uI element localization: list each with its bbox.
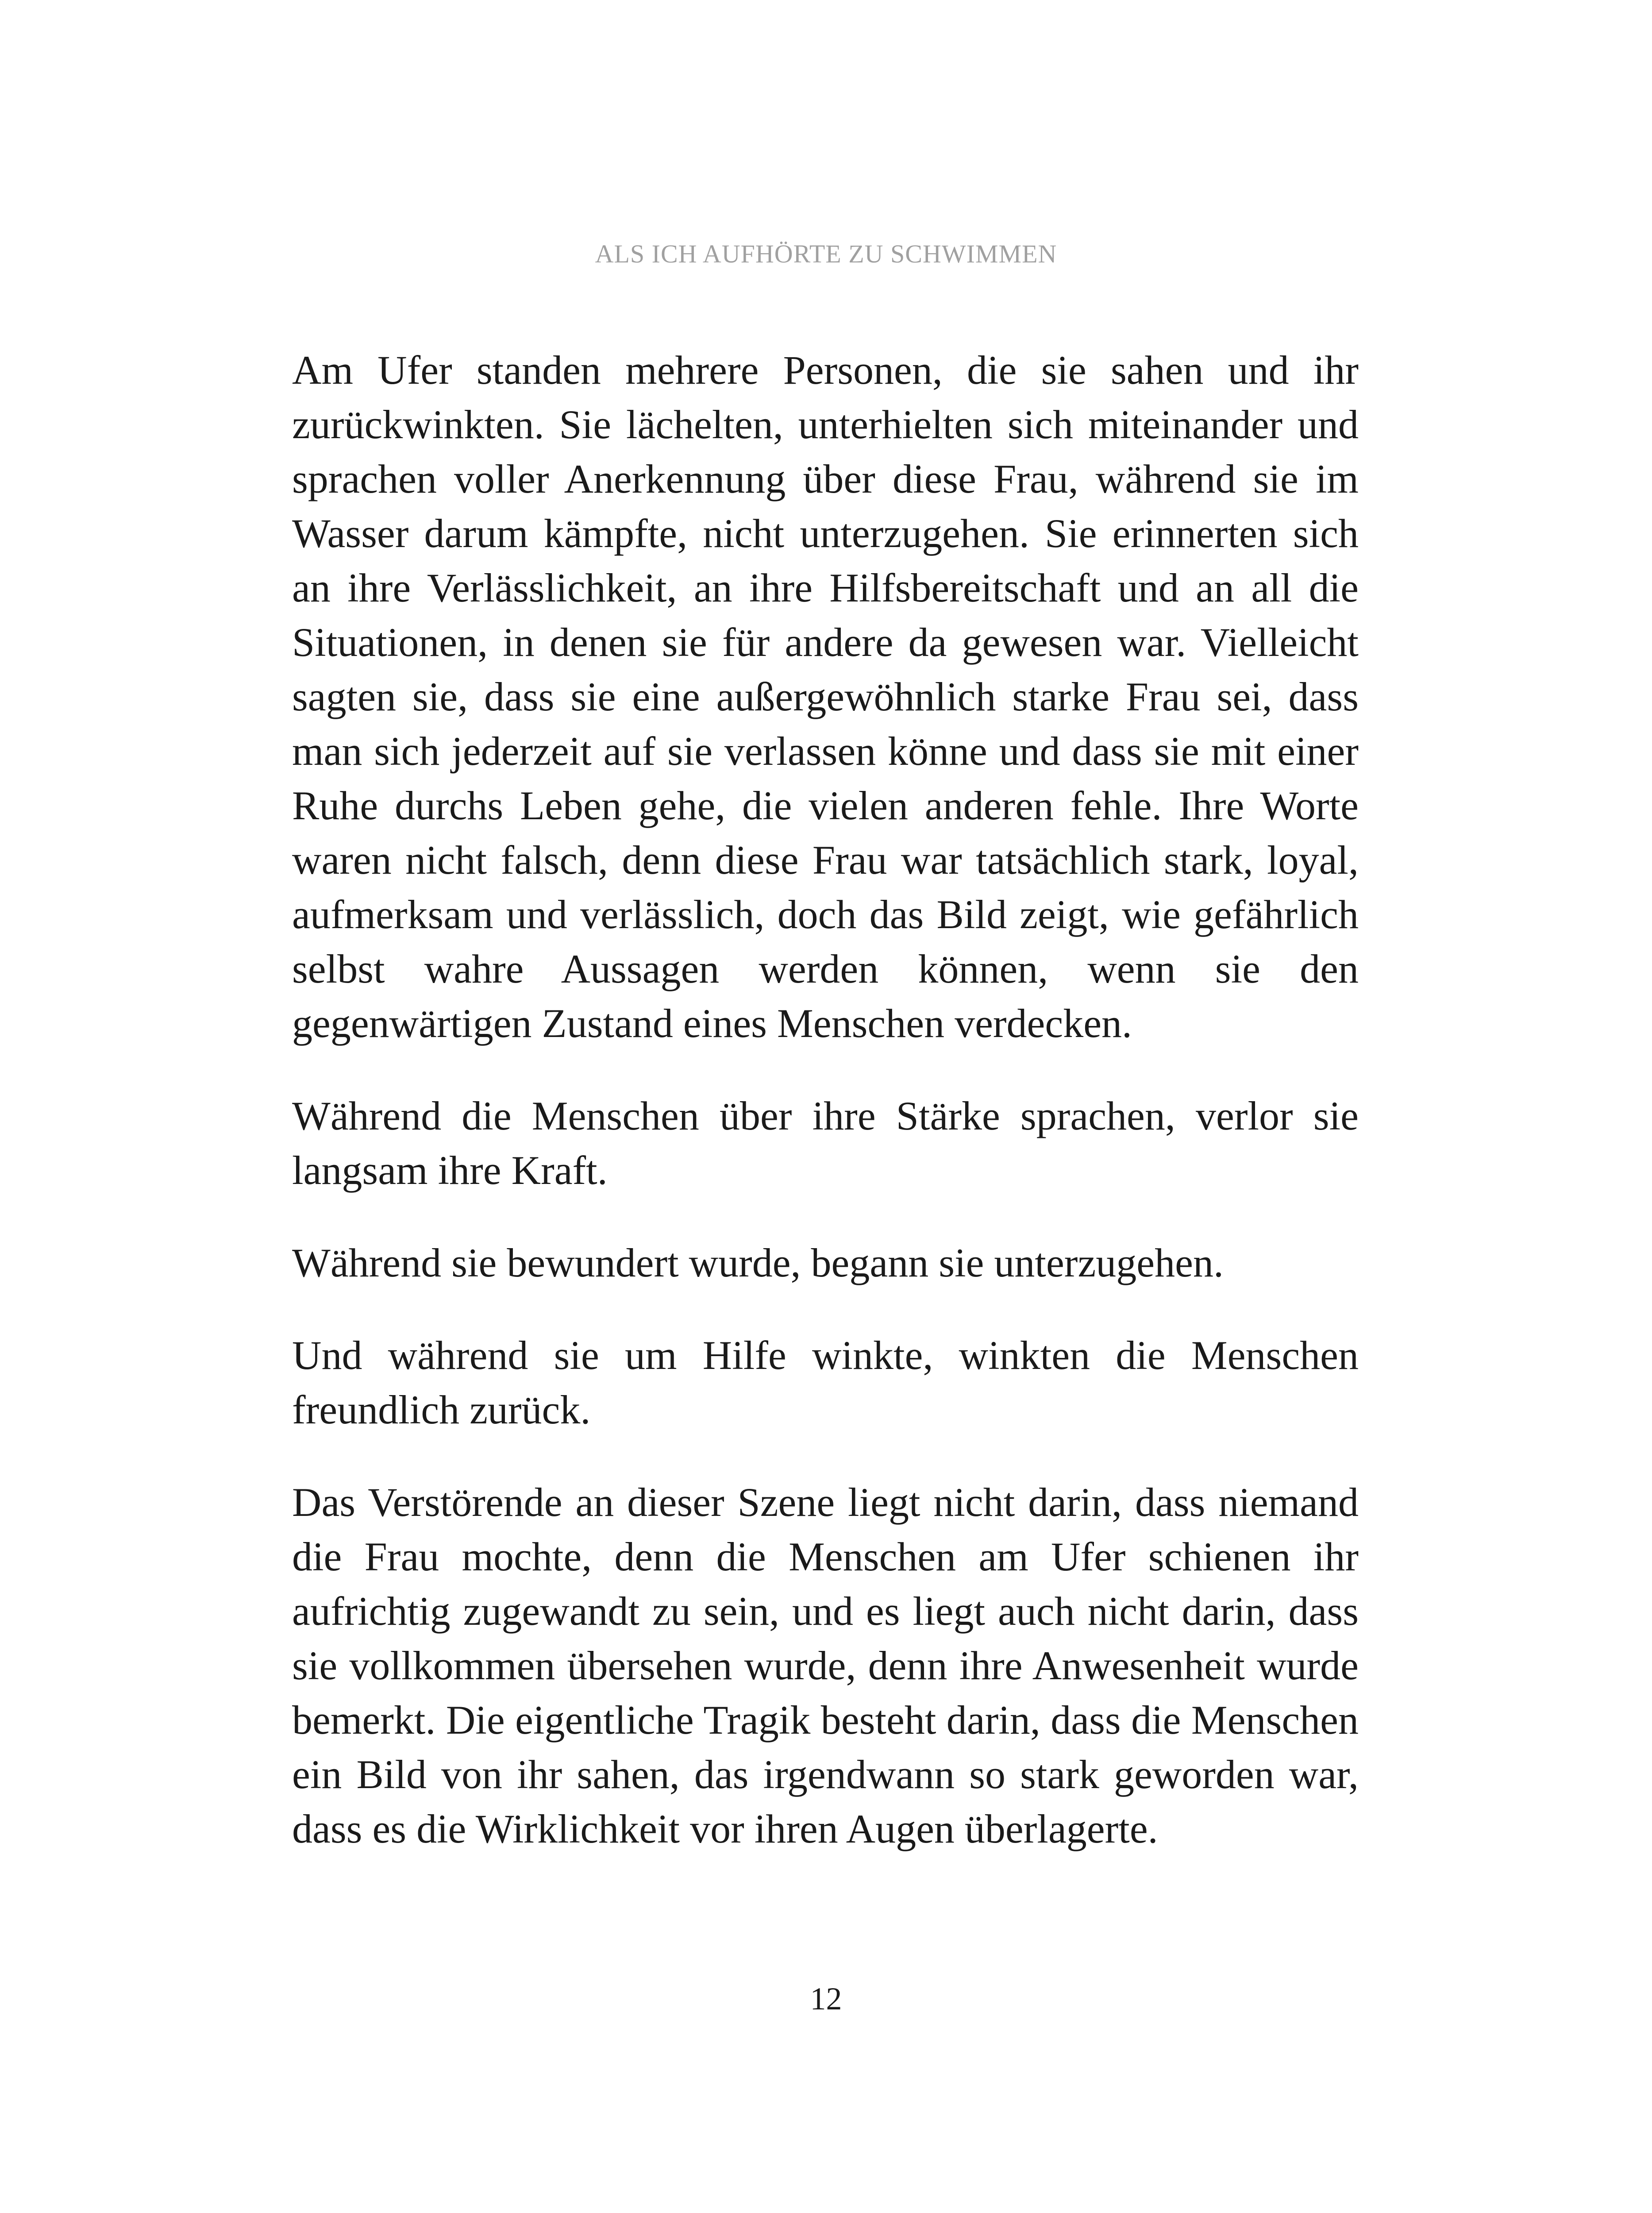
running-header: ALS ICH AUFHÖRTE ZU SCHWIMMEN — [595, 239, 1057, 268]
paragraph: Am Ufer standen mehrere Personen, die sie sahen und ihr zurückwinkten. Sie lächelten, unterhielten sich miteinander und sprachen voller Anerkennung über diese Frau, während sie im Wasser darum kämpfte, nicht unterzugehen. Sie erinnerten sich an ihre Verlässlichkeit, an ihre Hilfsbereitschaft und an all die Situationen, in denen sie für andere da gewesen war. Vielleicht sagten sie, dass sie eine außergewöhnlich starke Frau sei, dass man sich jederzeit auf sie verlassen könne und dass sie mit einer Ruhe durchs Leben gehe, die vielen anderen fehle. Ihre Worte waren nicht falsch, denn diese Frau war tatsächlich stark, loyal, aufmerksam und verlässlich, doch das Bild zeigt, wie gefährlich selbst wahre Aussagen werden können, wenn sie den gegenwärtigen Zustand eines Menschen verdecken. — [292, 347, 1359, 1046]
body-text — [292, 343, 1359, 1894]
paragraph: Während sie bewundert wurde, begann sie unterzugehen. — [292, 1240, 1224, 1285]
paragraph: Das Verstörende an dieser Szene liegt nicht darin, dass niemand die Frau mochte, denn die Menschen am Ufer schienen ihr aufrichtig zugewandt zu sein, und es liegt auch nicht darin, dass sie vollkommen übersehen wurde, denn ihre Anwesenheit wurde bemerkt. Die eigentliche Tragik besteht darin, dass die Menschen ein Bild von ihr sahen, das irgendwann so stark geworden war, dass es die Wirklichkeit vor ihren Augen überlagerte. — [292, 1480, 1359, 1851]
paragraph: Und während sie um Hilfe winkte, winkten die Menschen freundlich zurück. — [292, 1333, 1359, 1432]
page-number: 12 — [810, 1981, 842, 2016]
paragraph: Während die Menschen über ihre Stärke sprachen, verlor sie langsam ihre Kraft. — [292, 1093, 1359, 1193]
